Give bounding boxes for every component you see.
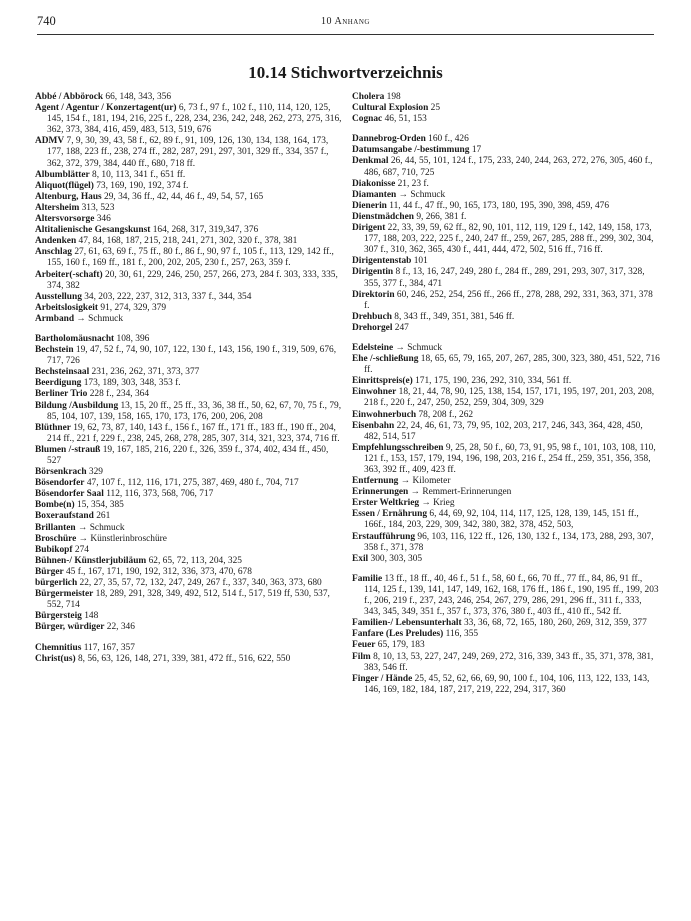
index-entry	[35, 423, 343, 445]
index-column-left	[35, 92, 343, 665]
index-keyword: Broschüre	[35, 533, 77, 544]
index-keyword: Drehorgel	[352, 322, 393, 333]
index-entry	[35, 367, 343, 378]
index-entry	[35, 500, 343, 511]
index-page-refs: 27, 61, 63, 69 f., 75 ff., 80 f., 86 f., 90, 97 f., 105 f., 113, 129, 142 ff., 155, 160 f., 169 ff., 181 f., 200, 202, 205, 230 f., 257, 263, 359 f.	[47, 247, 334, 269]
index-entry	[35, 523, 343, 534]
index-page-refs: 21, 23 f.	[397, 178, 429, 189]
index-page-refs: → Kilometer	[400, 476, 451, 487]
index-keyword: Arbeitslosigkeit	[35, 302, 99, 313]
index-page-refs: 15, 354, 385	[76, 500, 124, 511]
index-keyword: Albumblätter	[35, 169, 90, 180]
index-entry	[35, 170, 343, 181]
index-entry	[352, 103, 660, 114]
index-keyword: Beerdigung	[35, 378, 82, 389]
index-page-refs: 45 f., 167, 171, 190, 192, 312, 336, 373, 470, 678	[65, 566, 252, 577]
index-keyword: Dienerin	[352, 200, 387, 211]
index-page-refs: 17	[471, 145, 482, 156]
index-page-refs: 9, 25, 28, 50 f., 60, 73, 91, 95, 98 f., 101, 103, 108, 110, 121 f., 153, 157, 179, 194, 196, 198, 203, 216 f., 254 ff., 259, 351, 356, 358, 363, 392 ff., 409, 423 ff.	[364, 442, 656, 475]
index-keyword: Bürger	[35, 566, 64, 577]
index-keyword: Feuer	[352, 640, 376, 651]
index-page-refs: 313, 523	[81, 202, 115, 213]
index-keyword: Bechsteinsaal	[35, 367, 90, 378]
index-entry	[35, 622, 343, 633]
index-page-refs: 8, 343 ff., 349, 351, 381, 546 ff.	[394, 311, 515, 322]
index-page-refs: 19, 47, 52 f., 74, 90, 107, 122, 130 f., 143, 156, 190 f., 319, 509, 676, 717, 726	[47, 345, 337, 367]
index-entry	[352, 498, 660, 509]
index-keyword: Bösendorfer	[35, 478, 85, 489]
index-entry	[35, 643, 343, 654]
index-entry	[35, 489, 343, 500]
index-keyword: Einwohner	[352, 387, 397, 398]
index-page-refs: 247	[394, 322, 409, 333]
index-page-refs: → Schmuck	[395, 342, 443, 353]
index-keyword: Bürger, würdiger	[35, 622, 105, 633]
index-keyword: Dannebrog-Orden	[352, 134, 426, 145]
index-entry	[35, 103, 343, 136]
page-number: 740	[37, 14, 56, 28]
index-keyword: Bechstein	[35, 345, 74, 356]
index-entry	[35, 611, 343, 622]
index-page-refs: 47, 107 f., 112, 116, 171, 275, 387, 469, 480 f., 704, 717	[86, 478, 299, 489]
index-keyword: Cholera	[352, 92, 385, 102]
index-page-refs: 9, 266, 381 f.	[416, 211, 467, 222]
index-keyword: Blumen /-strauß	[35, 444, 101, 455]
index-page-refs: 11, 44 f., 47 ff., 90, 165, 173, 180, 195, 390, 398, 459, 476	[389, 200, 610, 211]
index-entry	[35, 545, 343, 556]
index-page-refs: 198	[386, 92, 401, 102]
index-column-right	[352, 92, 660, 696]
index-page-refs: 19, 62, 73, 87, 140, 143 f., 156 f., 167 ff., 171 ff., 183 ff., 190 ff., 204, 214 ff., 221 f, 229 f., 238, 245, 268, 278, 285, 307, 314, 321, 323, 374, 716 ff.	[47, 422, 340, 444]
index-page-refs: 160 f., 426	[428, 134, 469, 145]
index-entry	[35, 534, 343, 545]
index-entry	[35, 567, 343, 578]
index-page-refs: 228 f., 234, 364	[89, 389, 150, 400]
index-page-refs: 148	[84, 611, 99, 622]
index-keyword: Drehbuch	[352, 311, 392, 322]
index-entry	[352, 343, 660, 354]
index-keyword: Arbeiter(-schaft)	[35, 269, 103, 280]
index-keyword: Agent / Agentur / Konzertagent(ur)	[35, 103, 177, 114]
index-entry	[35, 467, 343, 478]
index-keyword: Bühnen-/ Künstlerjubiläum	[35, 555, 147, 566]
index-page-refs: 346	[96, 214, 111, 225]
index-page-refs: 231, 236, 262, 371, 373, 377	[91, 367, 200, 378]
index-entry	[35, 181, 343, 192]
index-keyword: Einwohnerbuch	[352, 409, 417, 420]
index-entry	[352, 323, 660, 334]
index-page-refs: 91, 274, 329, 379	[100, 302, 166, 313]
index-entry	[35, 556, 343, 567]
index-page-refs: 171, 175, 190, 236, 292, 310, 334, 561 ff.	[415, 376, 572, 387]
index-keyword: Essen / Ernährung	[352, 509, 428, 520]
index-entry	[35, 389, 343, 400]
index-page-refs: 96, 103, 116, 122 ff., 126, 130, 132 f., 134, 173, 288, 293, 307, 358 f., 371, 378	[364, 531, 654, 553]
index-keyword: Diamanten	[352, 189, 397, 200]
index-keyword: Bartholomäusnacht	[35, 333, 115, 344]
index-entry	[35, 136, 343, 169]
index-entry	[352, 223, 660, 256]
index-entry	[35, 225, 343, 236]
index-page-refs: 173, 189, 303, 348, 353 f.	[83, 378, 181, 389]
index-entry	[352, 421, 660, 443]
index-keyword: Boxeraufstand	[35, 511, 94, 522]
index-entry	[352, 640, 660, 651]
index-page-refs: 8, 10, 113, 341 f., 651 ff.	[92, 169, 186, 180]
index-entry	[352, 532, 660, 554]
index-keyword: Altitalienische Gesangskunst	[35, 225, 151, 236]
index-entry	[352, 487, 660, 498]
index-keyword: Bürgermeister	[35, 589, 94, 600]
index-page-refs: 60, 246, 252, 254, 256 ff., 266 ff., 278, 288, 292, 331, 363, 371, 378 f.	[364, 289, 653, 311]
index-page-refs: 164, 268, 317, 319,347, 376	[152, 225, 259, 236]
index-keyword: Blüthner	[35, 422, 71, 433]
index-entry	[352, 410, 660, 421]
index-page-refs: 300, 303, 305	[370, 553, 423, 564]
index-page-refs: 8, 56, 63, 126, 148, 271, 339, 381, 472 ff., 516, 622, 550	[77, 653, 291, 664]
index-keyword: Fanfare (Les Preludes)	[352, 629, 444, 640]
index-page-refs: 26, 44, 55, 101, 124 f., 175, 233, 240, 244, 263, 272, 276, 305, 460 f., 486, 687, 710, 725	[364, 156, 653, 178]
index-page-refs: 22, 346	[106, 622, 135, 633]
index-entry	[352, 312, 660, 323]
index-keyword: Andenken	[35, 236, 77, 247]
index-entry	[352, 156, 660, 178]
index-page-refs: 116, 355	[445, 629, 479, 640]
index-keyword: Exil	[352, 553, 369, 564]
index-page-refs: 22, 27, 35, 57, 72, 132, 247, 249, 267 f., 337, 340, 363, 373, 680	[79, 578, 322, 589]
index-keyword: Altenburg, Haus	[35, 191, 102, 202]
index-page-refs: 261	[96, 511, 111, 522]
index-entry	[352, 554, 660, 565]
index-keyword: Bösendorfer Saal	[35, 489, 104, 500]
index-entry	[352, 212, 660, 223]
index-page-refs: 62, 65, 72, 113, 204, 325	[148, 555, 242, 566]
index-entry	[352, 114, 660, 125]
index-page-refs: 329	[88, 467, 103, 478]
running-head	[37, 12, 654, 35]
index-keyword: Einrittspreis(e)	[352, 376, 413, 387]
index-entry	[352, 290, 660, 312]
index-entry	[35, 478, 343, 489]
index-keyword: Dirigentin	[352, 267, 394, 278]
index-entry	[35, 378, 343, 389]
index-keyword: Cognac	[352, 114, 383, 125]
index-entry	[352, 201, 660, 212]
index-page-refs: 101	[413, 256, 428, 267]
index-entry	[352, 443, 660, 476]
index-keyword: Entfernung	[352, 476, 399, 487]
index-entry	[35, 654, 343, 665]
index-entry	[35, 511, 343, 522]
index-keyword: Finger / Hände	[352, 673, 413, 684]
index-entry	[352, 629, 660, 640]
index-page-refs: 274	[74, 544, 89, 555]
index-entry	[35, 192, 343, 203]
index-entry	[35, 578, 343, 589]
index-keyword: Bombe(n)	[35, 500, 75, 511]
index-entry	[352, 476, 660, 487]
index-entry	[352, 134, 660, 145]
index-page-refs: 66, 148, 343, 356	[105, 92, 172, 102]
index-page-refs: 117, 167, 357	[83, 642, 135, 653]
index-keyword: ADMV	[35, 136, 65, 147]
index-keyword: Altersheim	[35, 202, 80, 213]
index-entry	[352, 574, 660, 618]
index-page-refs: 33, 36, 68, 72, 165, 180, 260, 269, 312, 359, 377	[463, 618, 647, 629]
index-page-refs: 25	[430, 103, 441, 114]
index-entry	[352, 145, 660, 156]
index-page-refs: 7, 9, 30, 39, 43, 58 f., 62, 89 f., 91, 109, 126, 130, 134, 138, 164, 173, 177, 188, 223 ff., 238, 274 ff., 282, 287, 291, 297, 301, 329 ff., 334, 357 f., 362, 372, 379, 384, 440 ff., 680, 718 ff.	[47, 136, 329, 169]
index-page-refs: → Schmuck	[76, 313, 124, 324]
index-entry	[352, 387, 660, 409]
index-page-refs: 18, 289, 291, 328, 349, 492, 512, 514 f., 517, 519 ff, 530, 537, 552, 714	[47, 589, 330, 611]
index-page-refs: 47, 84, 168, 187, 215, 218, 241, 271, 302, 320 f., 378, 381	[78, 236, 298, 247]
index-keyword: Abbé / Abbörock	[35, 92, 104, 102]
index-entry	[352, 652, 660, 674]
index-keyword: Armband	[35, 313, 75, 324]
index-page-refs: 13, 15, 20 ff., 25 ff., 33, 36, 38 ff., 50, 62, 67, 70, 75 f., 79, 85, 104, 107, 139, 158, 165, 170, 173, 176, 200, 206, 208	[47, 400, 342, 422]
index-page-refs: → Remmert-Erinnerungen	[410, 487, 512, 498]
index-page-refs: 73, 169, 190, 192, 374 f.	[96, 180, 189, 191]
index-entry	[352, 92, 660, 103]
index-page-refs: → Krieg	[421, 498, 455, 509]
index-keyword: Eisenbahn	[352, 420, 395, 431]
index-entry	[35, 247, 343, 269]
index-page-refs: 18, 65, 65, 79, 165, 207, 267, 285, 300, 323, 380, 451, 522, 716 ff.	[364, 354, 660, 376]
index-keyword: Erstaufführung	[352, 531, 416, 542]
index-keyword: Berliner Trio	[35, 389, 88, 400]
index-keyword: Datumsangabe /-bestimmung	[352, 145, 470, 156]
index-page-refs: 22, 33, 39, 59, 62 ff., 82, 90, 101, 112, 119, 129 f., 142, 149, 158, 173, 177, 188, 203, 222, 225 f., 240, 247 ff., 259, 267, 285, 288 ff., 299, 302, 304, 307 f., 310, 362, 365, 430 f., 441, 444, 472, 502, 516 ff., 716 ff.	[364, 223, 654, 256]
index-page-refs: 46, 51, 153	[384, 114, 427, 125]
index-page-refs: 65, 179, 183	[377, 640, 425, 651]
index-page-refs: 29, 34, 36 ff., 42, 44, 46 f., 49, 54, 57, 165	[104, 191, 264, 202]
index-keyword: Ausstellung	[35, 291, 82, 302]
index-keyword: Familien-/ Lebensunterhalt	[352, 618, 462, 629]
index-entry	[352, 509, 660, 531]
index-keyword: Chemnitius	[35, 642, 82, 653]
index-entry	[352, 618, 660, 629]
index-entry	[35, 292, 343, 303]
index-keyword: Empfehlungsschreiben	[352, 442, 444, 453]
index-page-refs: 20, 30, 61, 229, 246, 250, 257, 266, 273, 284 f. 303, 333, 335, 374, 382	[47, 269, 338, 291]
index-page-refs: 34, 203, 222, 237, 312, 313, 337 f., 344, 354	[84, 291, 252, 302]
index-keyword: Aliquot(flügel)	[35, 180, 94, 191]
section-heading: 10.14 Stichwortverzeichnis	[248, 63, 443, 82]
index-keyword: Bildung /Ausbildung	[35, 400, 119, 411]
index-page-refs: 13 ff., 18 ff., 40, 46 f., 51 f., 58, 60 f., 66, 70 ff., 77 ff., 84, 86, 91 ff., 114, 125 f., 139, 141, 147, 149, 162, 168, 176 ff., 186 f., 190, 195 ff., 199, 203 f., 206, 219 f., 237, 243, 246, 254, 267, 279, 286, 291, 296 ff., 311 f., 333, 343, 345, 349, 351 f., 357 f., 373, 376, 380 f., 403 ff., 410 ff., 542 ff.	[364, 573, 659, 618]
index-page-refs: 78, 208 f., 262	[418, 409, 474, 420]
index-page-refs: 25, 45, 52, 62, 66, 69, 90, 100 f., 104, 106, 113, 122, 133, 143, 146, 169, 182, 184, 187, 217, 219, 222, 294, 317, 360	[364, 673, 650, 695]
index-entry	[35, 345, 343, 367]
index-keyword: Bürgersteig	[35, 611, 82, 622]
index-entry	[35, 445, 343, 467]
index-keyword: Bubikopf	[35, 544, 73, 555]
index-entry	[352, 190, 660, 201]
index-keyword: Familie	[352, 573, 383, 584]
index-keyword: Film	[352, 651, 371, 662]
index-entry	[35, 303, 343, 314]
index-page-refs: → Schmuck	[398, 189, 446, 200]
index-page-refs: 8, 10, 13, 53, 227, 247, 249, 269, 272, 316, 339, 343 ff., 35, 371, 378, 381, 383, 546 ff.	[364, 651, 654, 673]
index-entry	[352, 376, 660, 387]
index-keyword: Diakonisse	[352, 178, 396, 189]
index-keyword: Direktorin	[352, 289, 395, 300]
index-entry	[35, 270, 343, 292]
index-page-refs: 18, 21, 44, 78, 90, 125, 138, 154, 157, 171, 195, 197, 201, 203, 208, 218 f., 220 f., 247, 250, 252, 259, 304, 309, 329	[364, 387, 655, 409]
index-keyword: Dirigentenstab	[352, 256, 412, 267]
index-keyword: Edelsteine	[352, 342, 394, 353]
index-entry	[352, 179, 660, 190]
index-page-refs: → Künstlerinbroschüre	[78, 533, 167, 544]
index-keyword: Ehe /-schließung	[352, 354, 419, 365]
index-entry	[35, 214, 343, 225]
index-entry	[352, 267, 660, 289]
index-page-refs: 108, 396	[116, 333, 150, 344]
index-page-refs: 6, 44, 69, 92, 104, 114, 117, 125, 128, 139, 145, 151 ff., 166f., 184, 203, 229, 309, 342, 380, 382, 378, 452, 503,	[364, 509, 639, 531]
index-keyword: Cultural Explosion	[352, 103, 429, 114]
index-entry	[35, 334, 343, 345]
index-keyword: bürgerlich	[35, 578, 78, 589]
index-entry	[35, 589, 343, 611]
index-keyword: Brillanten	[35, 522, 76, 533]
index-keyword: Dienstmädchen	[352, 211, 414, 222]
index-entry	[35, 401, 343, 423]
index-page-refs: 112, 116, 373, 568, 706, 717	[106, 489, 214, 500]
chapter-title: 10 Anhang	[321, 16, 370, 27]
index-keyword: Altersvorsorge	[35, 214, 95, 225]
index-entry	[352, 256, 660, 267]
index-page-refs: 8 f., 13, 16, 247, 249, 280 f., 284 ff., 289, 291, 293, 307, 317, 328, 355, 377 f., 384, 471	[364, 267, 645, 289]
index-keyword: Erster Weltkrieg	[352, 498, 420, 509]
index-entry	[35, 92, 343, 103]
index-keyword: Christ(us)	[35, 653, 76, 664]
index-entry	[352, 354, 660, 376]
index-page-refs: 6, 73 f., 97 f., 102 f., 110, 114, 120, 125, 145, 154 f., 181, 194, 216, 225 f., 228, 234, 236, 242, 248, 262, 273, 275, 316, 362, 373, 384, 416, 459, 483, 513, 519, 676	[47, 103, 342, 136]
index-entry	[35, 236, 343, 247]
index-entry	[35, 203, 343, 214]
index-keyword: Erinnerungen	[352, 487, 409, 498]
index-page-refs: 19, 167, 185, 216, 220 f., 326, 359 f., 374, 402, 434 ff., 450, 527	[47, 444, 329, 466]
index-page-refs: 22, 24, 46, 61, 73, 79, 95, 102, 203, 217, 246, 343, 364, 428, 450, 482, 514, 517	[364, 420, 643, 442]
index-keyword: Denkmal	[352, 156, 389, 167]
index-keyword: Anschlag	[35, 247, 72, 258]
index-entry	[352, 674, 660, 696]
index-entry	[35, 314, 343, 325]
index-keyword: Börsenkrach	[35, 467, 87, 478]
index-keyword: Dirigent	[352, 223, 386, 234]
index-page-refs: → Schmuck	[77, 522, 125, 533]
